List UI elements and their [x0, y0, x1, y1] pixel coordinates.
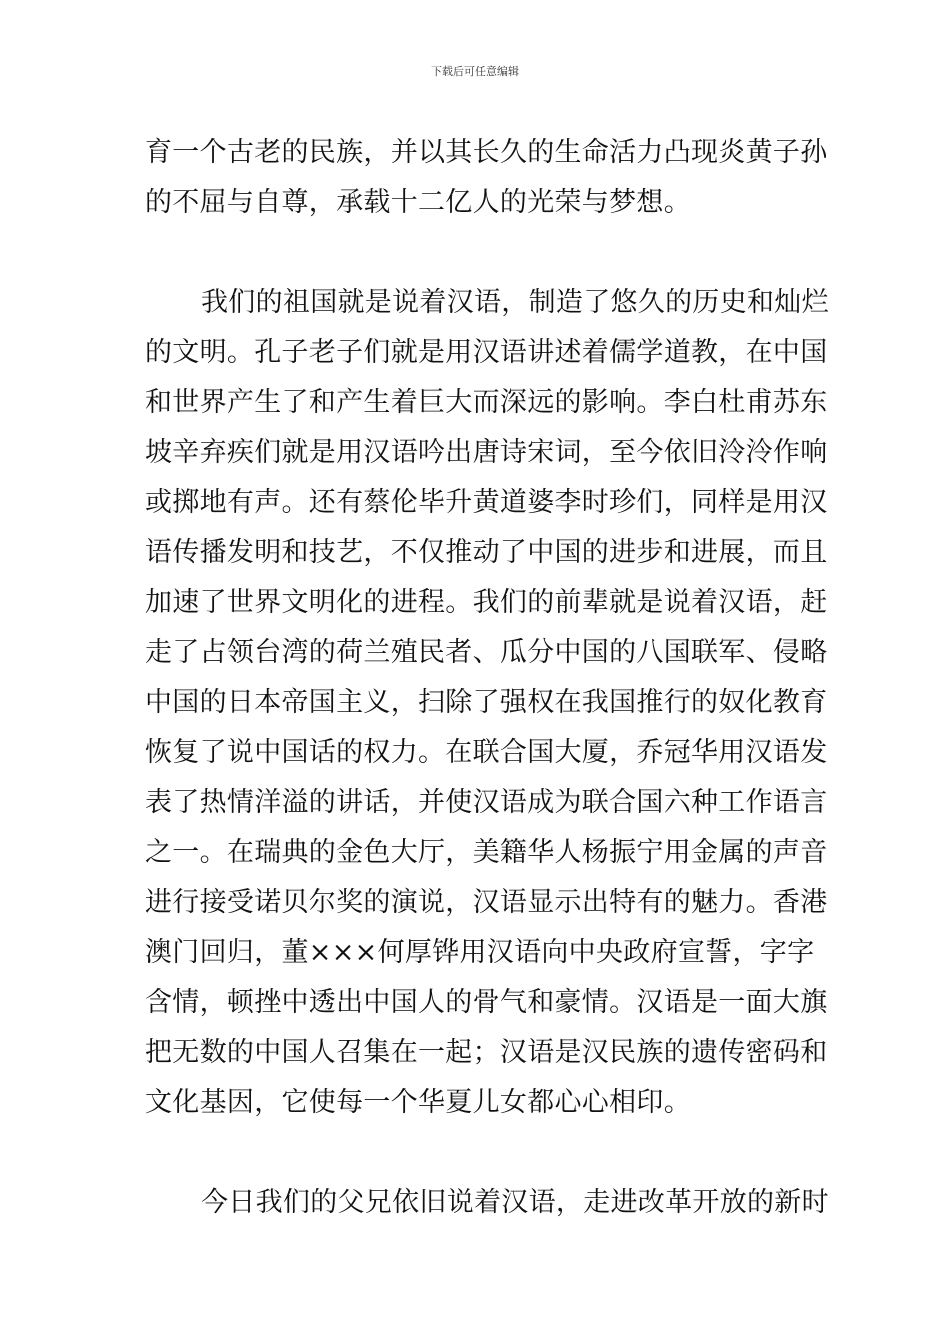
paragraph-line: 的文明。孔子老子们就是用汉语讲述着儒学道教，在中国: [145, 337, 828, 368]
paragraph-line: 今日我们的父兄依旧说着汉语，走进改革开放的新时: [201, 1187, 829, 1218]
paragraph-line: 我们的祖国就是说着汉语，制造了悠久的历史和灿烂: [201, 287, 829, 318]
paragraph-line: 中国的日本帝国主义，扫除了强权在我国推行的奴化教育: [145, 687, 828, 718]
paragraph-line: 育一个古老的民族，并以其长久的生命活力凸现炎黄子孙: [145, 137, 828, 168]
page-header: 下载后可任意编辑: [431, 65, 519, 78]
paragraph-spacer: [145, 1128, 810, 1178]
paragraph-line: 和世界产生了和产生着巨大而深远的影响。李白杜甫苏东: [145, 387, 828, 418]
paragraph-line: 文化基因，它使每一个华夏儿女都心心相印。: [145, 1087, 691, 1118]
paragraph-1: [145, 128, 828, 228]
paragraph-line: 表了热情洋溢的讲话，并使汉语成为联合国六种工作语言: [145, 787, 828, 818]
paragraph-line: 把无数的中国人召集在一起；汉语是汉民族的遗传密码和: [145, 1037, 828, 1068]
paragraph-2: [145, 278, 829, 1128]
paragraph-line: 或掷地有声。还有蔡伦毕升黄道婆李时珍们，同样是用汉: [145, 487, 828, 518]
paragraph-line: 含情，顿挫中透出中国人的骨气和豪情。汉语是一面大旗: [145, 987, 828, 1018]
paragraph-line: 语传播发明和技艺，不仅推动了中国的进步和进展，而且: [145, 537, 828, 568]
paragraph-line: 坡辛弃疾们就是用汉语吟出唐诗宋词，至今依旧泠泠作响: [145, 437, 828, 468]
paragraph-line: 之一。在瑞典的金色大厅，美籍华人杨振宁用金属的声音: [145, 837, 828, 868]
paragraph-line: 恢复了说中国话的权力。在联合国大厦，乔冠华用汉语发: [145, 737, 828, 768]
paragraph-line: 的不屈与自尊，承载十二亿人的光荣与梦想。: [145, 187, 691, 218]
paragraph-3: [145, 1178, 829, 1228]
paragraph-spacer: [145, 228, 810, 278]
document-body: [145, 128, 829, 1228]
paragraph-line: 澳门回归，董×××何厚铧用汉语向中央政府宣誓，字字: [145, 937, 815, 968]
paragraph-line: 进行接受诺贝尔奖的演说，汉语显示出特有的魅力。香港: [145, 887, 828, 918]
paragraph-line: 走了占领台湾的荷兰殖民者、瓜分中国的八国联军、侵略: [145, 637, 828, 668]
paragraph-line: 加速了世界文明化的进程。我们的前辈就是说着汉语，赶: [145, 587, 828, 618]
